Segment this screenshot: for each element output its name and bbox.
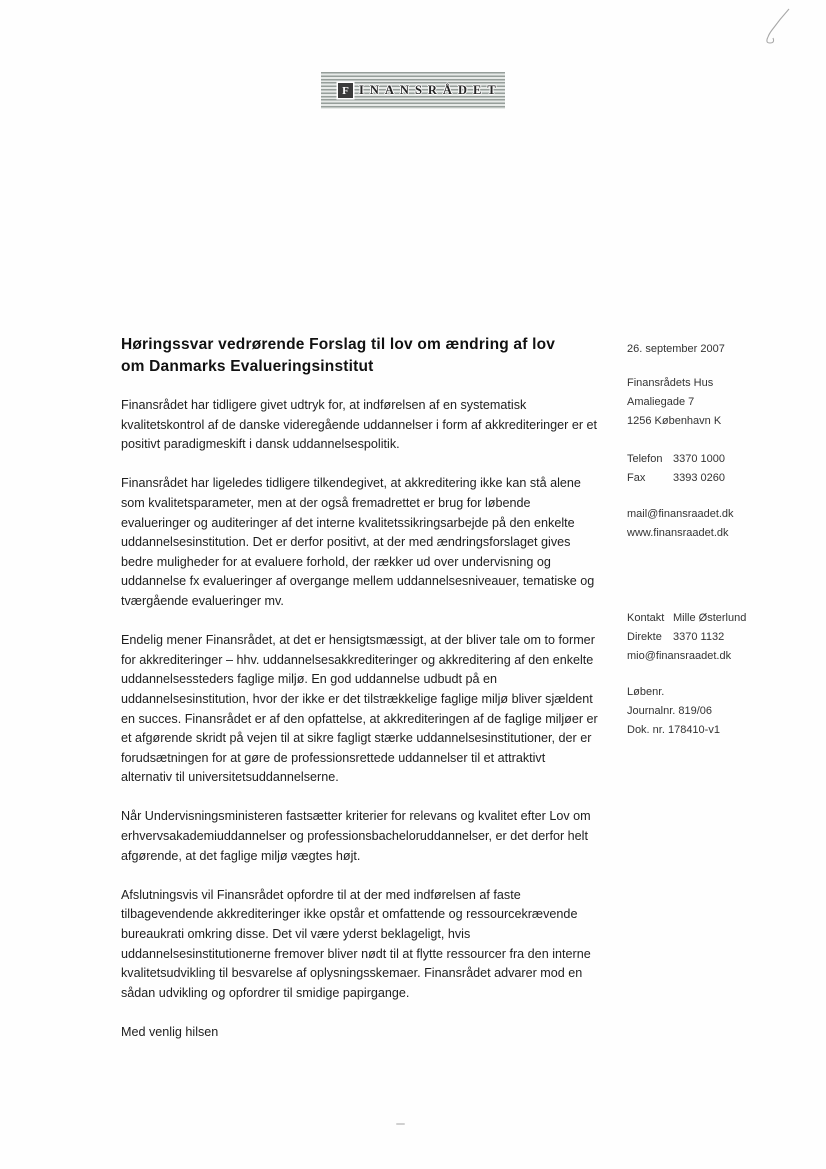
direct-phone-label: Direkte bbox=[627, 631, 662, 643]
address-block bbox=[627, 374, 802, 431]
fax-value: 3393 0260 bbox=[673, 472, 725, 484]
address-line-3: 1256 København K bbox=[627, 415, 722, 427]
letter-body bbox=[121, 396, 599, 1043]
contact-name: Mille Østerlund bbox=[673, 612, 747, 624]
phone-block bbox=[627, 450, 802, 488]
mail-block bbox=[627, 505, 802, 543]
contact-block bbox=[627, 609, 802, 666]
closing-salutation: Med venlig hilsen bbox=[121, 1025, 219, 1039]
address-line-1: Finansrådets Hus bbox=[627, 377, 714, 389]
phone-label: Telefon bbox=[627, 453, 663, 465]
letter-date: 26. september 2007 bbox=[627, 343, 725, 355]
journal-ref-1: Løbenr. bbox=[627, 686, 665, 698]
website-address: www.finansraadet.dk bbox=[627, 527, 729, 539]
phone-value: 3370 1000 bbox=[673, 453, 725, 465]
address-line-2: Amaliegade 7 bbox=[627, 396, 695, 408]
handwritten-mark bbox=[756, 6, 794, 44]
info-panel bbox=[627, 340, 802, 740]
journal-ref-2: Journalnr. 819/06 bbox=[627, 705, 713, 717]
paragraph-5: Afslutningsvis vil Finansrådet opfordre til at der med indførelsen af faste tilbagevendende akkrediteringer ikke opstår et omfattende og ressourcekrævende bureaukrati omkring disse. Det vil være yderst beklageligt, hvis uddannelsesinstitutionerne fremover bliver nødt til at flytte ressourcer fra den interne kvalitetsudvikling til besvarelse af oplysningsskemaer. Finansrådet advarer mod en sådan udvikling og opfordrer til smidige papirgange. bbox=[121, 887, 591, 1000]
scan-artifact bbox=[396, 1123, 405, 1125]
finansraadet-logo bbox=[321, 72, 505, 109]
logo-initial-letter: F bbox=[338, 83, 353, 98]
paragraph-3: Endelig mener Finansrådet, at det er hensigtsmæssigt, at der bliver tale om to former for akkrediteringer – hhv. uddannelsesakkrediteringer og akkreditering af den enkelte uddannelsessteders faglige miljø. En god uddannelse udbudt på en uddannelsesinstitution, hvor der ikke er det tilstrækkelige faglige miljø bliver sjældent en succes. Finansrådet er af den opfattelse, at akkrediteringen af de faglige miljøer er et afgørende skridt på vejen til at sikre fagligt stærke uddannelsesinstitutioner, der er forudsætningen for at gøre de professionsrettede uddannelser til et attraktivt alternativ til universitetsuddannelserne. bbox=[121, 633, 598, 785]
fax-label: Fax bbox=[627, 472, 646, 484]
title-line-2: om Danmarks Evalueringsinstitut bbox=[121, 358, 374, 375]
title-line-1: Høringssvar vedrørende Forslag til lov om ændring af lov bbox=[121, 336, 556, 353]
journal-ref-3: Dok. nr. 178410-v1 bbox=[627, 724, 720, 736]
paragraph-4: Når Undervisningsministeren fastsætter kriterier for relevans og kvalitet efter Lov om erhvervsakademiuddannelser og professionsbacheloruddannelser, er det derfor helt afgørende, at det faglige miljø vægtes højt. bbox=[121, 809, 591, 863]
logo-letters: INANSRÅDET bbox=[359, 83, 502, 97]
reference-block bbox=[627, 683, 802, 740]
direct-phone-value: 3370 1132 bbox=[673, 631, 725, 643]
paragraph-1: Finansrådet har tidligere givet udtryk for, at indførelsen af en systematisk kvalitetskontrol af de danske videregående uddannelser i form af akkrediteringer er et positivt paradigmeskift i dansk uddannelsespolitik. bbox=[121, 398, 598, 452]
contact-email: mio@finansraadet.dk bbox=[627, 650, 732, 662]
email-address: mail@finansraadet.dk bbox=[627, 508, 734, 520]
paragraph-2: Finansrådet har ligeledes tidligere tilkendegivet, at akkreditering ikke kan stå alene som kvalitetsparameter, men at der også fremadrettet er brug for løbende evalueringer og auditeringer af det interne kvalitetssikringsarbejde på den enkelte uddannelsesinstitution. Det er derfor positivt, at der med ændringsforslaget gives bedre muligheder for at evaluere forhold, der rækker ud over undervisning og uddannelse fx evalueringer af overgange mellem uddannelsesniveauer, tematiske og tværgående evalueringer mv. bbox=[121, 476, 595, 608]
letter-title bbox=[121, 334, 626, 378]
contact-label: Kontakt bbox=[627, 612, 665, 624]
